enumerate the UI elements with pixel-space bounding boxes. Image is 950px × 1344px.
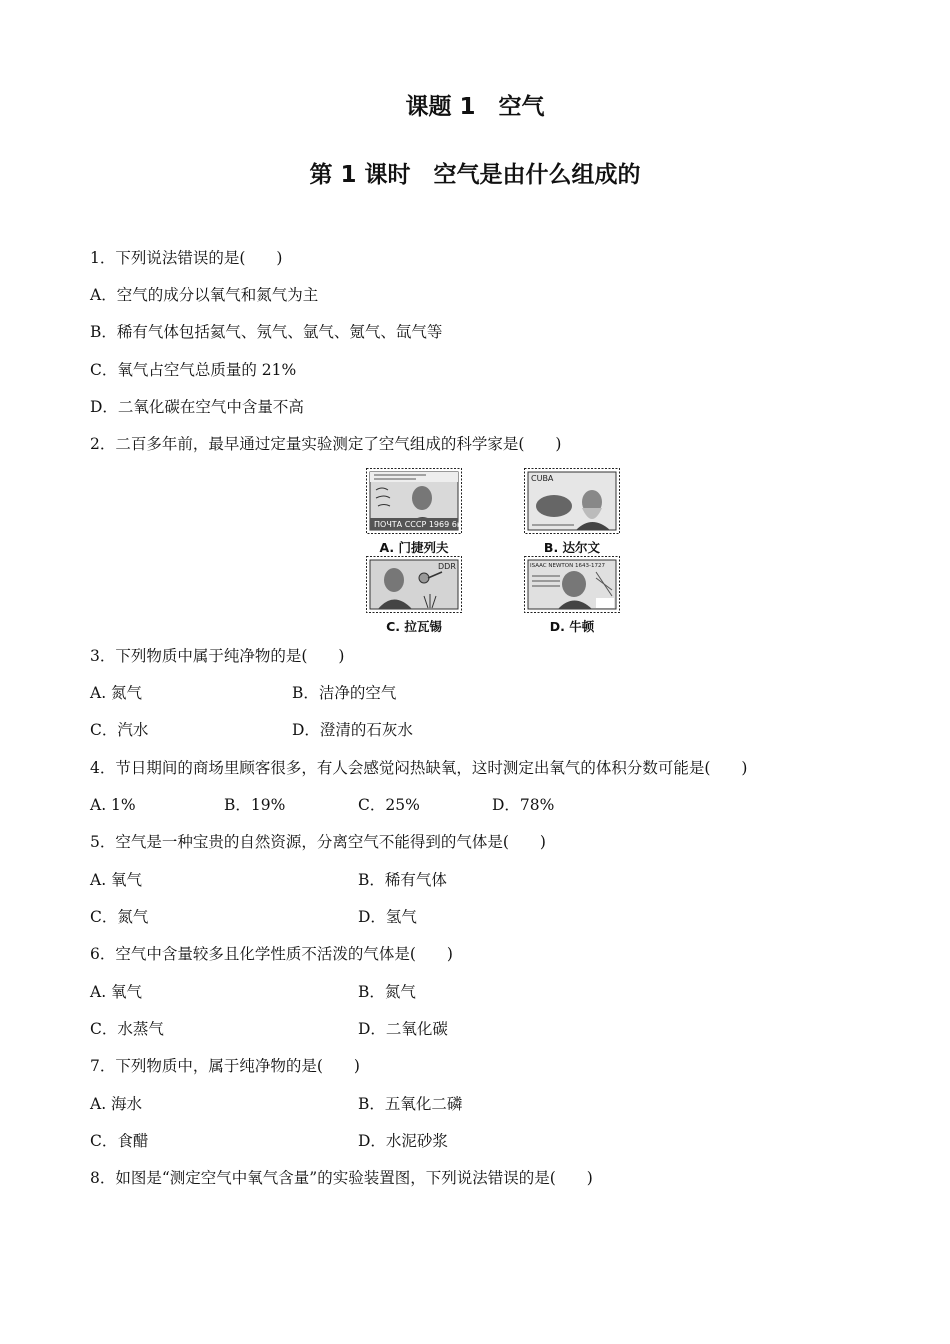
question-6-option-a: A. 氧气 [90,983,143,1001]
stamp-caption-d: D. 牛顿 [549,619,595,634]
stamp-mendeleev-image [366,468,462,534]
question-3-option-a: A. 氮气 [90,684,143,702]
stamp-darwin-image [524,468,620,534]
question-3-option-c: C．汽水 [90,721,149,739]
stamp-darwin-text: CUBA [531,474,554,483]
question-1-option-b: B．稀有气体包括氦气、氖气、氩气、氪气、氙气等 [90,323,443,341]
page-title: 课题 1 空气 [405,94,545,120]
stamp-lavoisier-image [366,556,462,613]
question-6-option-c: C．水蒸气 [90,1020,164,1038]
stamp-caption-a: A. 门捷列夫 [379,540,449,555]
question-6-stem: 6．空气中含量较多且化学性质不活泼的气体是( ) [90,945,453,963]
question-7-option-c: C．食醋 [90,1132,149,1150]
stamp-caption-b: B. 达尔文 [543,540,601,555]
question-3-option-b: B．洁净的空气 [292,684,397,702]
question-7-stem: 7．下列物质中，属于纯净物的是( ) [90,1057,360,1075]
question-4-option-c: C．25% [358,796,420,814]
question-1-option-a: A．空气的成分以氧气和氮气为主 [90,286,319,304]
question-1-stem: 1．下列说法错误的是( ) [90,249,283,267]
question-7-option-d: D．水泥砂浆 [358,1132,448,1150]
question-1-option-d: D．二氧化碳在空气中含量不高 [90,398,304,416]
question-6-option-b: B．氮气 [358,983,416,1001]
page-subtitle: 第 1 课时 空气是由什么组成的 [309,162,641,188]
stamp-mendeleev-text: ПОЧТА СССР 1969 6к [374,520,462,529]
question-8-stem: 8．如图是“测定空气中氧气含量”的实验装置图，下列说法错误的是( ) [90,1169,593,1187]
question-5-stem: 5．空气是一种宝贵的自然资源，分离空气不能得到的气体是( ) [90,833,546,851]
question-7-option-a: A. 海水 [90,1095,143,1113]
question-5-option-b: B．稀有气体 [358,871,447,889]
question-1-option-c: C．氧气占空气总质量的 21% [90,361,297,379]
question-6-option-d: D．二氧化碳 [358,1020,448,1038]
question-4-option-a: A. 1% [90,796,136,814]
stamp-newton-text: ISAAC NEWTON 1643-1727 [530,563,605,569]
question-5-option-d: D．氢气 [358,908,417,926]
stamp-newton-image [524,556,620,613]
stamp-caption-c: C. 拉瓦锡 [386,619,442,634]
question-4-option-b: B．19% [224,796,286,814]
question-5-option-a: A. 氧气 [90,871,143,889]
question-4-stem: 4．节日期间的商场里顾客很多，有人会感觉闷热缺氧，这时测定出氧气的体积分数可能是( ) [90,759,748,777]
question-4-option-d: D．78% [492,796,555,814]
stamp-lavoisier-text: DDR [438,562,456,571]
question-5-option-c: C．氮气 [90,908,149,926]
question-3-stem: 3．下列物质中属于纯净物的是( ) [90,647,345,665]
question-2-stem: 2．二百多年前，最早通过定量实验测定了空气组成的科学家是( ) [90,435,562,453]
question-7-option-b: B．五氧化二磷 [358,1095,463,1113]
question-3-option-d: D．澄清的石灰水 [292,721,413,739]
